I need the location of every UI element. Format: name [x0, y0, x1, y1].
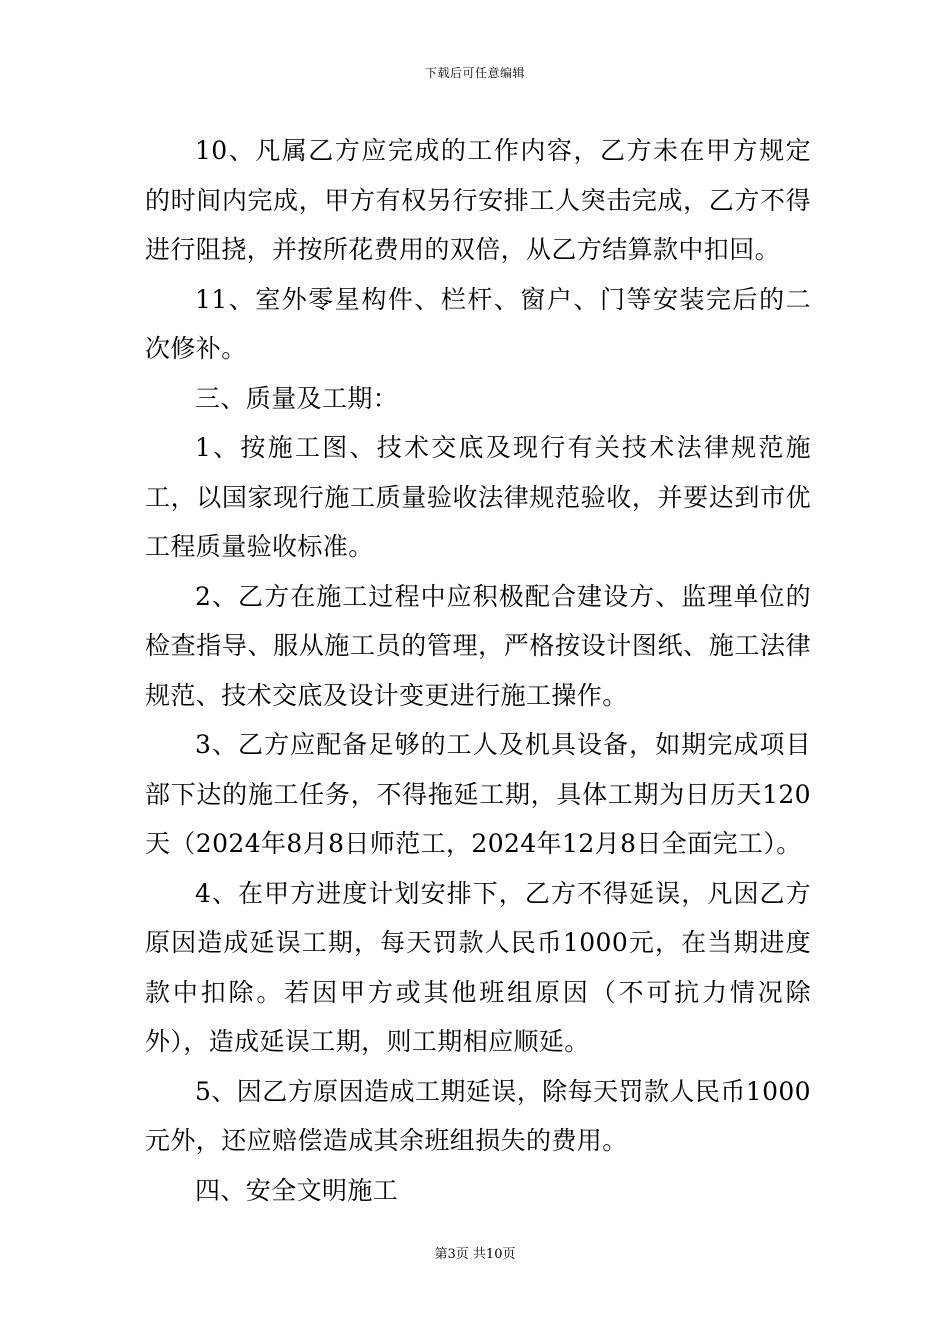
quality-clause-2: 2、乙方在施工过程中应积极配合建设方、监理单位的检查指导、服从施工员的管理，严格按设计图纸、施工法律规范、技术交底及设计变更进行施工操作。 — [145, 581, 811, 710]
quality-clause-5: 5、因乙方原因造成工期延误，除每天罚款人民币1000元外，还应赔偿造成其余班组损失的费用。 — [145, 1076, 811, 1155]
page-header: 下载后可任意编辑 — [424, 66, 525, 80]
section-heading-safety: 四、安全文明施工 — [195, 1175, 399, 1205]
quality-clause-1: 1、按施工图、技术交底及现行有关技术法律规范施工，以国家现行施工质量验收法律规范验收，并要达到市优工程质量验收标准。 — [145, 433, 811, 561]
clause-11: 11、室外零星构件、栏杆、窗户、门等安装完后的二次修补。 — [145, 284, 811, 363]
clause-10: 10、凡属乙方应完成的工作内容，乙方未在甲方规定的时间内完成，甲方有权另行安排工人突击完成，乙方不得进行阻挠，并按所花费用的双倍，从乙方结算款中扣回。 — [145, 136, 811, 264]
document-body — [145, 126, 811, 1215]
section-heading-quality-schedule: 三、质量及工期： — [195, 383, 399, 413]
page-footer: 第3页 共10页 — [434, 1247, 516, 1262]
quality-clause-3: 3、乙方应配备足够的工人及机具设备，如期完成项目部下达的施工任务，不得拖延工期，具体工期为日历天120天（2024年8月8日师范工，2024年12月8日全面完工）。 — [145, 730, 811, 858]
quality-clause-4: 4、在甲方进度计划安排下，乙方不得延误，凡因乙方原因造成延误工期，每天罚款人民币1000元，在当期进度款中扣除。若因甲方或其他班组原因（不可抗力情况除外），造成延误工期，则工期相应顺延。 — [145, 878, 811, 1056]
